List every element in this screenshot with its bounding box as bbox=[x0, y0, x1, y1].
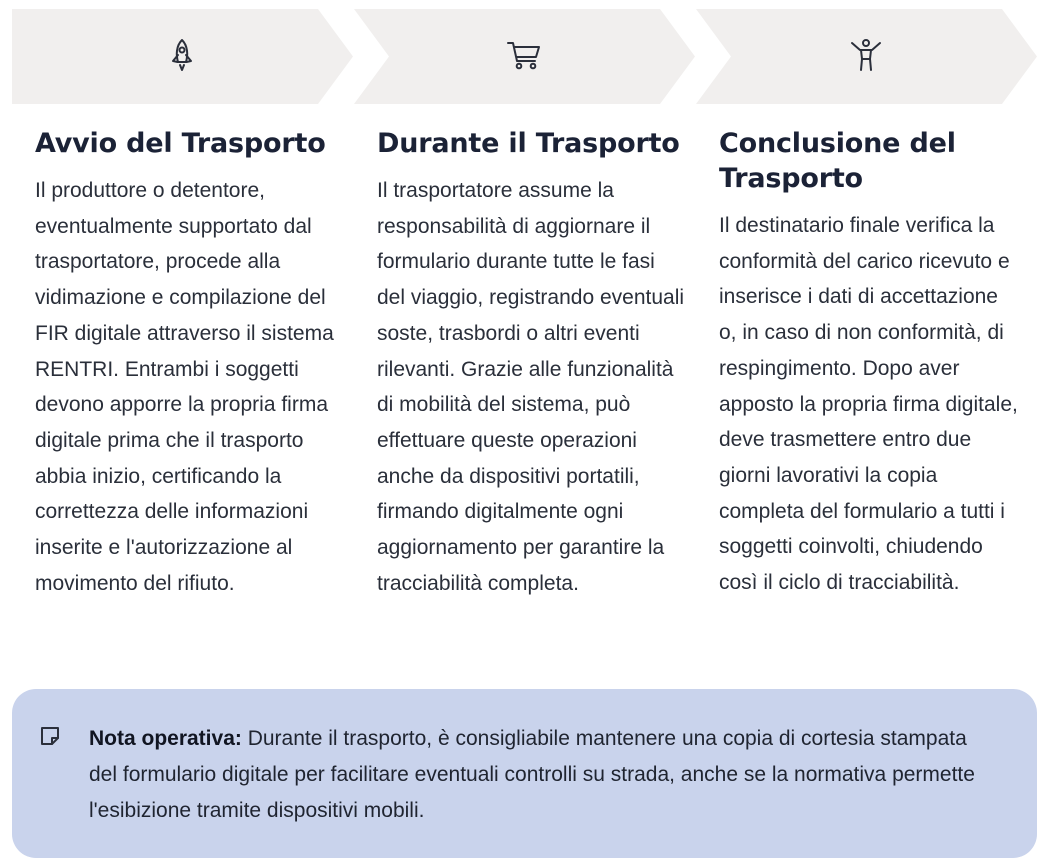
step-1-title: Avvio del Trasporto bbox=[35, 128, 326, 159]
note-label: Nota operativa: bbox=[89, 727, 242, 750]
step-1-column bbox=[35, 126, 345, 601]
step-1-chevron bbox=[12, 9, 353, 104]
step-2-description: Il trasportatore assume la responsabilità di aggiornare il formulario durante tutte le fasi del viaggio, registrando eventuali soste, trasbordi o altri eventi rilevanti. Grazie alle funzionalità di mobilità del sistema, può effettuare queste operazioni anche da dispositivi portatili, firmando digitalmente ogni aggiornamento per garantire la tracciabilità completa. bbox=[377, 179, 685, 595]
shopping-cart-icon bbox=[504, 35, 544, 75]
operational-note-box bbox=[12, 689, 1037, 858]
step-3-column bbox=[719, 126, 1019, 601]
step-2-chevron bbox=[354, 9, 695, 104]
step-2-title: Durante il Trasporto bbox=[377, 128, 680, 159]
celebrating-person-icon bbox=[846, 35, 886, 75]
step-2-column bbox=[377, 126, 687, 601]
rocket-icon bbox=[162, 35, 202, 75]
note-text bbox=[89, 721, 989, 829]
step-3-title: Conclusione del Trasporto bbox=[719, 128, 956, 194]
sticky-note-icon bbox=[38, 724, 62, 748]
step-3-description: Il destinatario finale verifica la conformità del carico ricevuto e inserisce i dati di accettazione o, in caso di non conformità, di respingimento. Dopo aver apposto la propria firma digitale, deve trasmettere entro due giorni lavorativi la copia completa del formulario a tutti i soggetti coinvolti, chiudendo così il ciclo di tracciabilità. bbox=[719, 214, 1018, 595]
step-3-chevron bbox=[696, 9, 1037, 104]
step-1-description: Il produttore o detentore, eventualmente supportato dal trasportatore, procede alla vidimazione e compilazione del FIR digitale attraverso il sistema RENTRI. Entrambi i soggetti devono apporre la propria firma digitale prima che il trasporto abbia inizio, certificando la correttezza delle informazioni inserite e l'autorizzazione al movimento del rifiuto. bbox=[35, 179, 334, 595]
note-body: Durante il trasporto, è consigliabile mantenere una copia di cortesia stampata del formulario digitale per facilitare eventuali controlli su strada, anche se la normativa permette l'esibizione tramite dispositivi mobili. bbox=[89, 727, 975, 822]
